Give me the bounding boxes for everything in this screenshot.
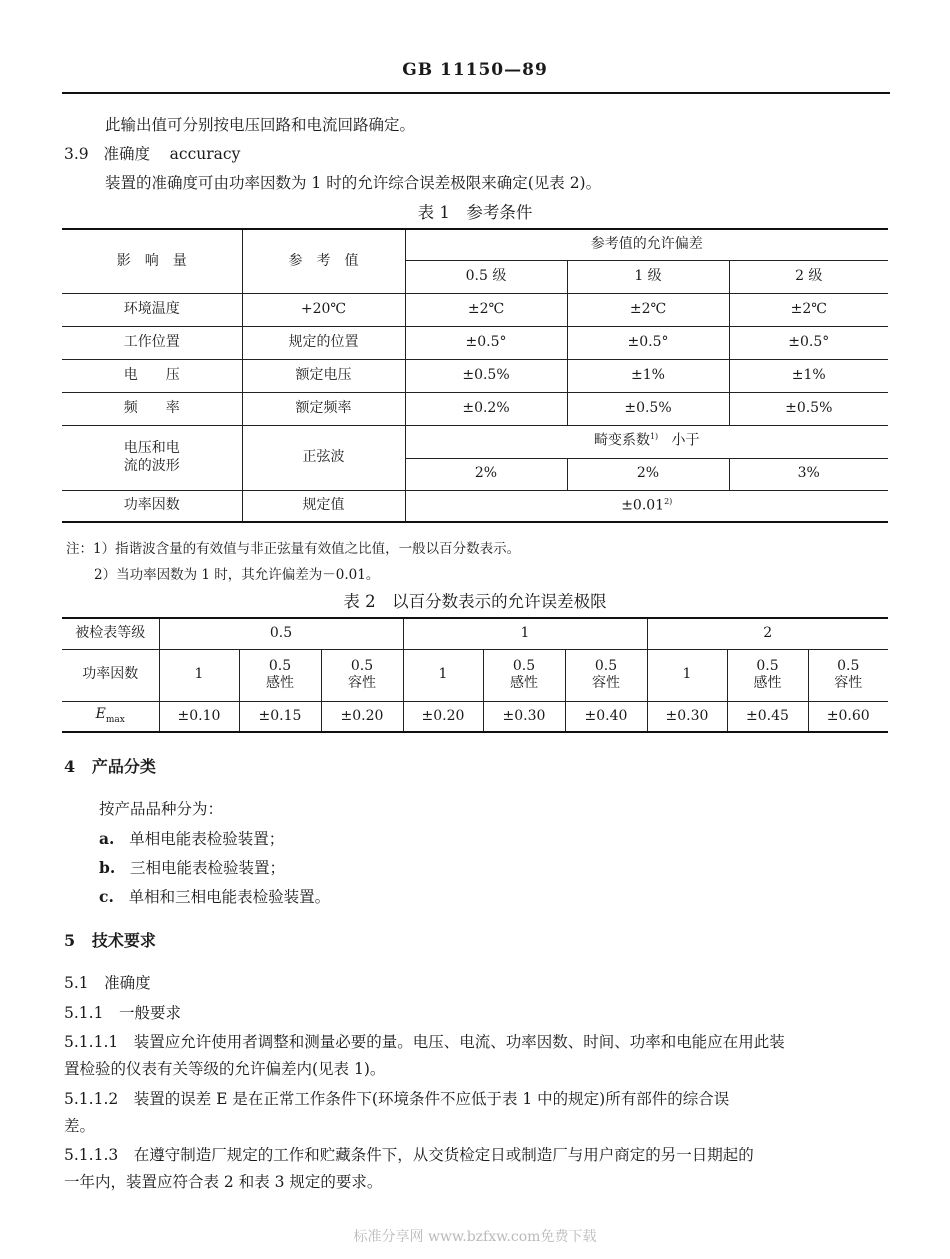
cell-reference: +20℃ [242,293,405,326]
cell-deviation: ±0.5% [567,392,729,425]
table-error-limits [62,617,888,733]
cell-reference: 额定电压 [242,359,405,392]
cell-quantity [62,425,242,490]
cell-reference: 规定的位置 [242,326,405,359]
pf-inductive [483,649,565,701]
table-row [62,293,888,326]
pf-type: 感性 [510,675,538,691]
cell-deviation: ±0.5% [405,359,567,392]
pf-capacitive [565,649,647,701]
cell-quantity: 电 压 [62,359,242,392]
section-5-heading [64,928,156,951]
section-4-heading [64,754,156,777]
section-3-9-body: 装置的准确度可由功率因数为 1 时的允许综合误差极限来确定(见表 2)。 [105,174,602,192]
cell-deviation: ±2℃ [405,293,567,326]
table-row [62,425,888,458]
cell-deviation: 2% [567,458,729,490]
header-rule [62,92,890,94]
cell-value: ±0.30 [647,701,727,732]
cell-deviation: ±2℃ [567,293,729,326]
table1-note-1: 注：1）指谐波含量的有效值与非正弦量有效值之比值，一般以百分数表示。 [66,541,521,557]
list-text: 三相电能表检验装置； [130,859,286,877]
footnote-ref: 1) [649,432,659,442]
table-row [62,392,888,425]
pf-type: 感性 [266,675,294,691]
list-text: 单相和三相电能表检验装置。 [128,888,331,906]
cell-deviation: ±0.2% [405,392,567,425]
header-allowed-deviation: 参考值的允许偏差 [405,229,888,260]
section-number: 3.9 [64,145,89,163]
header-class: 2 级 [729,260,888,293]
table-row [62,490,888,522]
pf-capacitive [321,649,403,701]
grade-value: 2 [647,618,888,649]
pf-unity: 1 [647,649,727,701]
table1-note-2: 2）当功率因数为 1 时，其允许偏差为－0.01。 [94,567,380,583]
distortion-less-than: 小于 [671,433,700,450]
table-row [62,326,888,359]
list-item [99,856,285,878]
list-marker: c. [99,887,114,906]
pf-unity: 1 [159,649,239,701]
table-row [62,359,888,392]
cell-deviation: ±0.5° [405,326,567,359]
cell-value: ±0.45 [727,701,808,732]
cell-value: ±0.10 [159,701,239,732]
emax-symbol: E [95,706,106,723]
distortion-label: 畸变系数 [593,433,650,450]
cell-value: ±0.40 [565,701,647,732]
footnote-ref: 2) [664,496,673,506]
emax-subscript: max [105,715,125,726]
wave-label-line1: 电压和电 [123,440,180,456]
section-5-1-1: 5.1.1 一般要求 [64,1004,181,1022]
grade-value: 0.5 [159,618,403,649]
cell-value: ±0.20 [321,701,403,732]
cell-deviation: ±2℃ [729,293,888,326]
pf-type: 容性 [592,675,620,691]
pf-capacitive [808,649,888,701]
cell-quantity: 功率因数 [62,490,242,522]
table2-caption: 表 2 以百分数表示的允许误差极限 [343,592,607,611]
pf-type: 容性 [348,675,376,691]
pf-type: 感性 [753,675,782,691]
cell-value: ±0.20 [403,701,483,732]
cell-reference: 正弦波 [242,425,405,490]
section-5-1-1-3-line1: 5.1.1.3 在遵守制造厂规定的工作和贮藏条件下，从交货检定日或制造厂与用户商定的另一日期起的 [64,1146,754,1164]
cell-deviation: ±0.5° [729,326,888,359]
cell-deviation: ±0.5° [567,326,729,359]
table-reference-conditions [62,228,888,523]
wave-label-line2: 流的波形 [123,457,180,474]
grade-label: 被检表等级 [62,618,159,649]
pf-value: 0.5 [350,657,374,674]
pf-value: 0.5 [594,657,618,674]
header-class: 1 级 [567,260,729,293]
section-title: 准确度 [103,145,150,163]
pf-value: 0.5 [512,657,536,674]
cell-quantity: 工作位置 [62,326,242,359]
cell-deviation: ±1% [729,359,888,392]
pf-inductive [239,649,321,701]
pf-value: 0.5 [268,657,292,674]
header-influence-quantity: 影 响 量 [62,229,242,293]
cell-reference: 规定值 [242,490,405,522]
cell-quantity: 环境温度 [62,293,242,326]
cell-deviation: ±0.5% [729,392,888,425]
list-item [99,885,330,907]
section-5-1-1-1-line2: 置检验的仪表有关等级的允许偏差内(见表 1)。 [64,1060,386,1078]
list-marker: a. [99,829,115,848]
cell-reference: 额定频率 [242,392,405,425]
cell-value: ±0.60 [808,701,888,732]
pf-inductive [727,649,808,701]
standard-code: GB 11150—89 [402,60,548,80]
list-text: 单相电能表检验装置； [129,830,285,848]
watermark: 标准分享网 www.bzfxw.com免费下载 [353,1229,597,1245]
list-item [99,827,284,849]
grade-value: 1 [403,618,647,649]
cell-deviation: ±1% [567,359,729,392]
table1-caption: 表 1 参考条件 [417,203,533,222]
section-number: 5 [64,931,76,950]
distortion-header [405,425,888,458]
emax-label [62,701,159,732]
pf-unity: 1 [403,649,483,701]
list-marker: b. [99,858,116,877]
section-3-9-heading [64,142,240,164]
cell-quantity: 频 率 [62,392,242,425]
cell-deviation [405,490,888,522]
section-5-1-1-1-line1: 5.1.1.1 装置应允许使用者调整和测量必要的量。电压、电流、功率因数、时间、功率和电能应在用此装 [64,1033,785,1051]
pf-deviation-value: ±0.01 [621,497,665,514]
pf-type: 容性 [834,675,863,691]
section-5-1-1-2-line1: 5.1.1.2 装置的误差 E 是在正常工作条件下(环境条件不应低于表 1 中的规定)所有部件的综合误 [64,1090,730,1108]
cell-value: ±0.30 [483,701,565,732]
pf-value: 0.5 [756,657,779,674]
table-row [62,701,888,732]
section-title: 技术要求 [91,931,156,950]
header-reference-value: 参 考 值 [242,229,405,293]
section-number: 4 [64,757,76,776]
section-4-lead: 按产品品种分为： [99,800,224,818]
header-class: 0.5 级 [405,260,567,293]
section-5-1: 5.1 准确度 [64,974,151,992]
cell-deviation: 2% [405,458,567,490]
section-5-1-1-3-line2: 一年内，装置应符合表 2 和表 3 规定的要求。 [64,1173,383,1191]
cell-value: ±0.15 [239,701,321,732]
pf-label: 功率因数 [62,649,159,701]
section-title: 产品分类 [91,757,156,776]
section-title-en: accuracy [169,145,241,163]
intro-line: 此输出值可分别按电压回路和电流回路确定。 [105,116,416,134]
pf-value: 0.5 [837,657,860,674]
cell-deviation: 3% [729,458,888,490]
section-5-1-1-2-line2: 差。 [64,1117,96,1135]
